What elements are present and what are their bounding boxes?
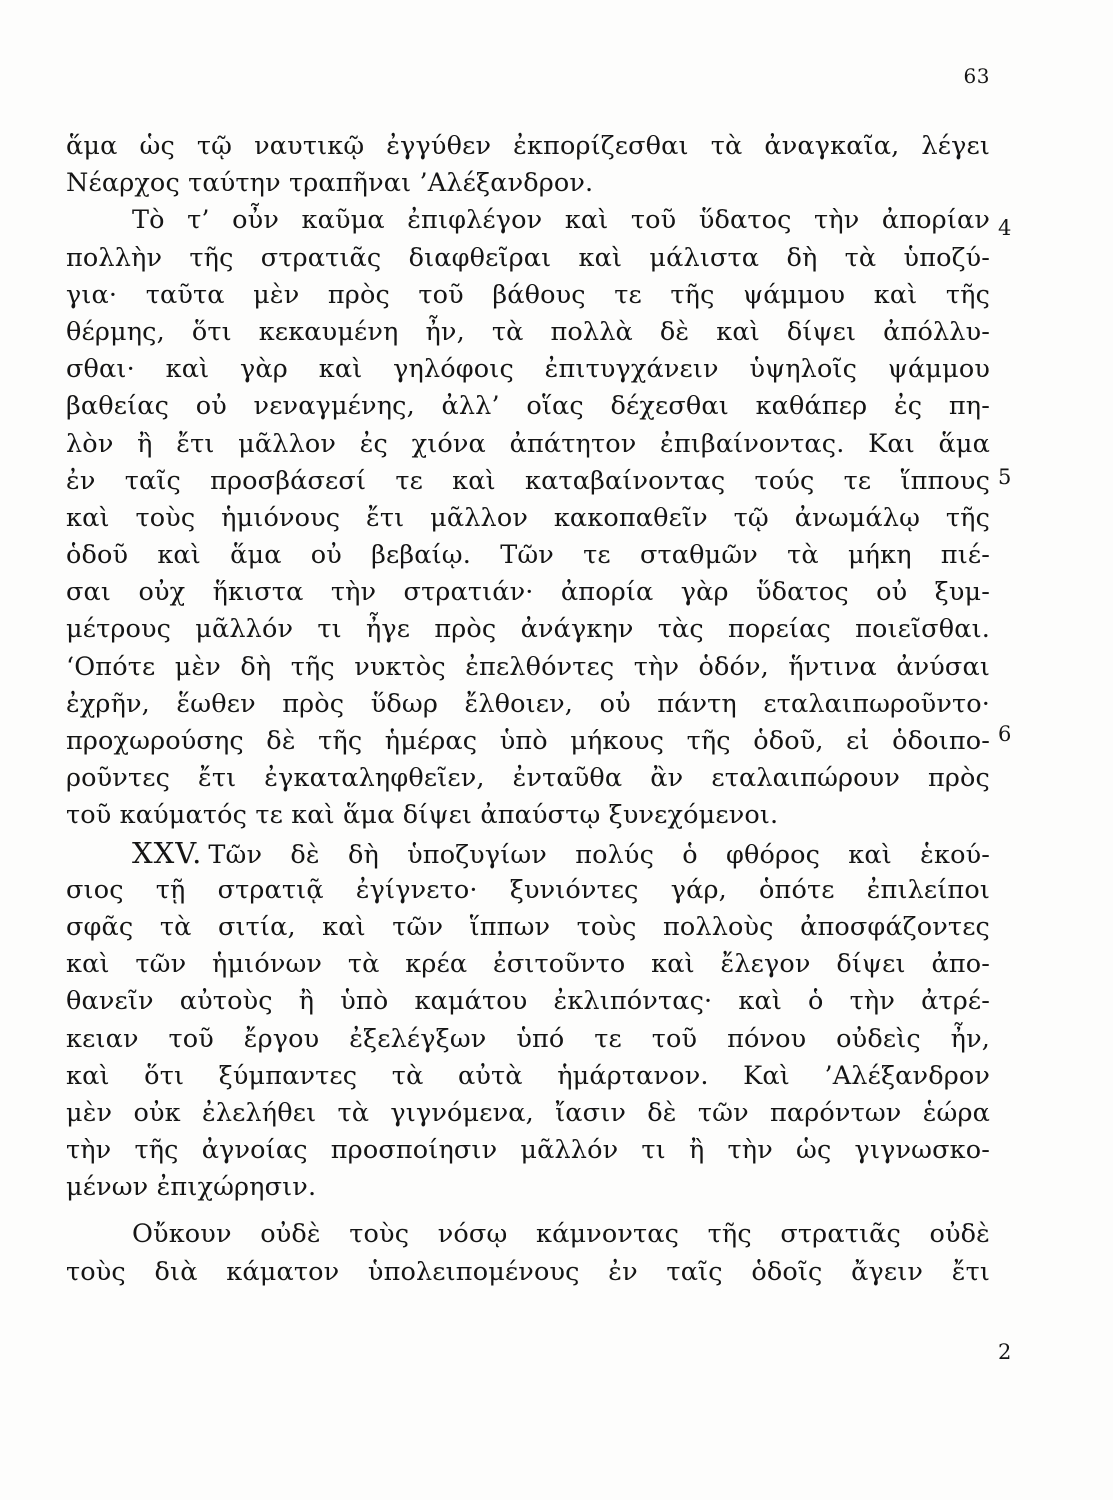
text-line: πολλὴν τῆς στρατιᾶς διαφθεῖραι καὶ μάλιστα δὴ τὰ ὑποζύ- [66,242,990,273]
text-line: σθαι· καὶ γὰρ καὶ γηλόφοις ἐπιτυγχάνειν ὑψηλοῖς ψάμμου [66,354,990,385]
section-number: 2 [998,1340,1012,1364]
text-line: μὲν οὐκ ἐλελήθει τὰ γιγνόμενα, ἴασιν δὲ τῶν παρόντων ἑώρα [66,1097,990,1128]
text-line: σαι οὐχ ἥκιστα τὴν στρατιάν· ἀπορία γὰρ ὕδατος οὐ ξυμ- [66,577,990,608]
text-line: μένων ἐπιχώρησιν. [66,1172,317,1203]
section-number: 6 [998,722,1012,746]
text-line: καὶ τῶν ἡμιόνων τὰ κρέα ἐσιτοῦντο καὶ ἔλεγον δίψει ἀπο- [66,949,990,980]
text-line: καὶ τοὺς ἡμιόνους ἔτι μᾶλλον κακοπαθεῖν τῷ ἀνωμάλῳ τῆς [66,502,990,533]
section-number: 4 [998,216,1012,240]
chapter-start-line [66,835,990,872]
text-line: για· ταῦτα μὲν πρὸς τοῦ βάθους τε τῆς ψάμμου καὶ τῆς [66,279,990,310]
text-line: Οὔκουν οὐδὲ τοὺς νόσῳ κάμνοντας τῆς στρατιᾶς οὐδὲ [132,1219,990,1250]
text-line: λὸν ἢ ἔτι μᾶλλον ἐς χιόνα ἀπάτητον ἐπιβαίνοντας. Και ἅμα [66,428,990,459]
text-line: μέτρους μᾶλλόν τι ἦγε πρὸς ἀνάγκην τὰς πορείας ποιεῖσθαι. [66,614,990,645]
text-line: ροῦντες ἔτι ἐγκαταληφθεῖεν, ἐνταῦθα ἂν εταλαιπώρουν πρὸς [66,763,990,794]
text-line: προχωρούσης δὲ τῆς ἡμέρας ὑπὸ μήκους τῆς ὁδοῦ, εἰ ὁδοιπο- [66,726,990,756]
text-line: βαθείας οὐ νεναγμένης, ἀλλ’ οἵας δέχεσθαι καθάπερ ἐς πη- [66,391,990,422]
text-line: ‘Οπότε μὲν δὴ τῆς νυκτὸς ἐπελθόντες τὴν ὁδόν, ἥντινα ἀνύσαι [66,651,990,682]
text-line: ἐχρῆν, ἕωθεν πρὸς ὕδωρ ἔλθοιεν, οὐ πάντη εταλαιπωροῦντο· [66,688,990,719]
text-line: κειαν τοῦ ἔργου ἐξελέγξων ὑπό τε τοῦ πόνου οὐδεὶς ἦν, [66,1023,990,1054]
text-line: σιος τῇ στρατιᾷ ἐγίγνετο· ξυνιόντες γάρ, ὁπότε ἐπιλείποι [66,874,990,905]
text-line: σφᾶς τὰ σιτία, καὶ τῶν ἵππων τοὺς πολλοὺς ἀποσφάζοντες [66,911,990,942]
text-line: τοὺς διὰ κάματον ὑπολειπομένους ἐν ταῖς ὁδοῖς ἄγειν ἔτι [66,1256,990,1287]
text-line: τοῦ καύματός τε καὶ ἅμα δίψει ἀπαύστῳ ξυνεχόμενοι. [66,800,779,831]
chapter-numeral: XXV. [132,835,203,870]
text-line: τὴν τῆς ἀγνοίας προσποίησιν μᾶλλόν τι ἢ τὴν ὡς γιγνωσκο- [66,1135,990,1166]
section-number: 5 [998,465,1012,489]
text-line: Νέαρχος ταύτην τραπῆναι ’Αλέξανδρον. [66,168,594,199]
main-text [66,128,990,1291]
text-line: ἐν ταῖς προσβάσεσί τε καὶ καταβαίνοντας τούς τε ἵππους [66,465,990,496]
text-line: θανεῖν αὐτοὺς ἢ ὑπὸ καμάτου ἐκλιπόντας· καὶ ὁ τὴν ἀτρέ- [66,986,990,1017]
text-line: Τὸ τ’ οὖν καῦμα ἐπιφλέγον καὶ τοῦ ὕδατος τὴν ἀπορίαν [132,205,990,236]
text-line: ὁδοῦ καὶ ἅμα οὐ βεβαίῳ. Τῶν τε σταθμῶν τὰ μήκη πιέ- [66,540,990,571]
text-line: καὶ ὅτι ξύμπαντες τὰ αὐτὰ ἡμάρτανον. Καὶ ’Αλέξανδρον [66,1060,990,1091]
text-line: ἅμα ὡς τῷ ναυτικῷ ἐγγύθεν ἐκπορίζεσθαι τὰ ἀναγκαῖα, λέγει [66,131,990,161]
page-number: 63 [963,64,990,88]
text-line: θέρμης, ὅτι κεκαυμένη ἦν, τὰ πολλὰ δὲ καὶ δίψει ἀπόλλυ- [66,316,990,347]
text-line: Τῶν δὲ δὴ ὑποζυγίων πολύς ὁ φθόρος καὶ ἑκού- [208,839,990,870]
